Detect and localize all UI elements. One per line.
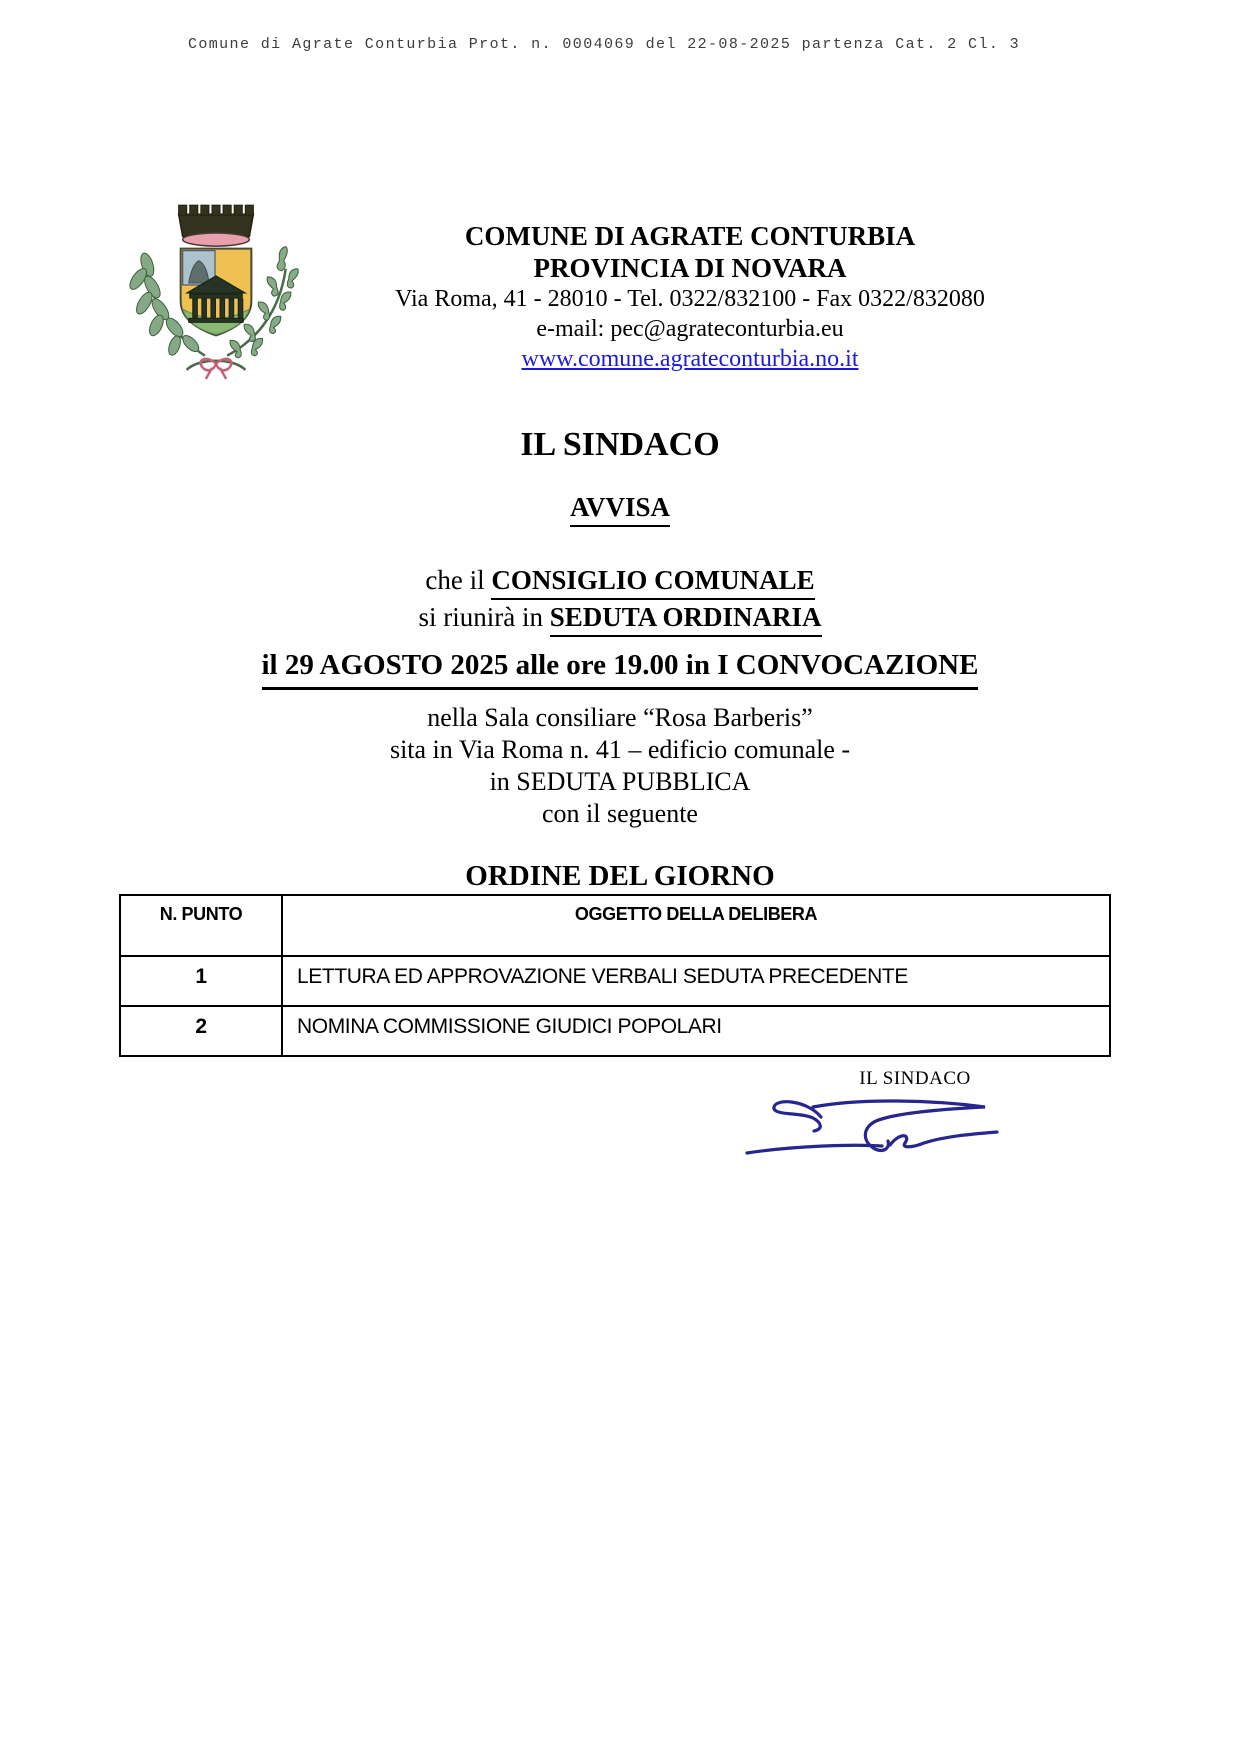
website-link[interactable]: www.comune.agrateconturbia.no.it <box>521 346 859 372</box>
agenda-header-row <box>120 895 1110 956</box>
venue-line-3: in SEDUTA PUBBLICA <box>489 767 751 796</box>
sindaco-heading: IL SINDACO <box>520 426 720 463</box>
province-name: PROVINCIA DI NOVARA <box>533 253 847 283</box>
venue-line-2: sita in Via Roma n. 41 – edificio comunale - <box>389 735 851 764</box>
council-bold: CONSIGLIO COMUNALE <box>491 563 814 600</box>
municipality-name: COMUNE DI AGRATE CONTURBIA <box>464 221 916 251</box>
date-line: il 29 AGOSTO 2025 alle ore 19.00 in I CONVOCAZIONE <box>0 645 1240 690</box>
mayor-signature-ink <box>703 1090 1021 1182</box>
agenda-item-number: 1 <box>120 956 282 1006</box>
council-line: che il CONSIGLIO COMUNALE <box>0 563 1240 600</box>
address-line: Via Roma, 41 - 28010 - Tel. 0322/832100 - Fax 0322/832080 <box>395 286 985 312</box>
signature-label: IL SINDACO <box>859 1068 971 1089</box>
notice-body <box>0 424 1240 894</box>
agenda-header-number: N. PUNTO <box>120 895 282 956</box>
agenda-header-subject: OGGETTO DELLA DELIBERA <box>282 895 1110 956</box>
agenda-table <box>119 894 1111 1057</box>
agenda-item-subject: LETTURA ED APPROVAZIONE VERBALI SEDUTA PRECEDENTE <box>282 956 1110 1006</box>
avvisa-heading: AVVISA <box>0 490 1240 527</box>
table-row <box>120 956 1110 1006</box>
coat-of-arms-icon <box>116 196 314 380</box>
agenda-title: ORDINE DEL GIORNO <box>465 860 775 892</box>
venue-line-4: con il seguente <box>542 799 698 828</box>
venue-line-1: nella Sala consiliare “Rosa Barberis” <box>427 703 813 732</box>
session-line: si riunirà in SEDUTA ORDINARIA <box>0 600 1240 637</box>
agenda-item-number: 2 <box>120 1006 282 1056</box>
email-line: e-mail: pec@agrateconturbia.eu <box>536 316 844 342</box>
session-bold: SEDUTA ORDINARIA <box>550 600 822 637</box>
protocol-stamp-line: Comune di Agrate Conturbia Prot. n. 0004069 del 22-08-2025 partenza Cat. 2 Cl. 3 <box>187 36 1021 53</box>
letterhead <box>340 220 1040 374</box>
agenda-item-subject: NOMINA COMMISSIONE GIUDICI POPOLARI <box>282 1006 1110 1056</box>
table-row <box>120 1006 1110 1056</box>
